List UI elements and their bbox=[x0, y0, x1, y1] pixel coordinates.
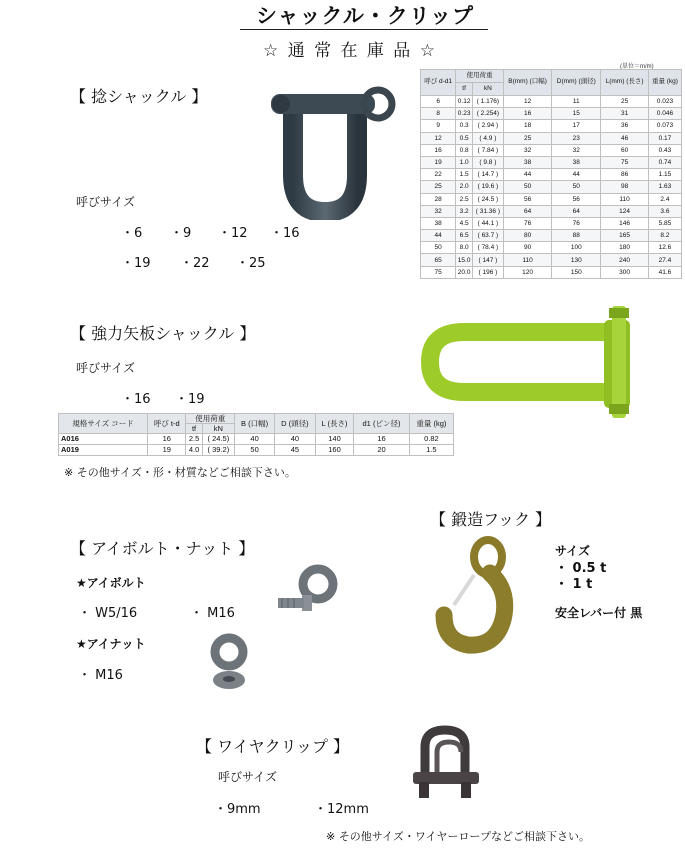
table-cell: 0.17 bbox=[648, 132, 681, 144]
table-cell: 0.8 bbox=[456, 144, 473, 156]
table-cell: 8.0 bbox=[456, 242, 473, 254]
table-cell: 25 bbox=[601, 96, 649, 108]
table-cell: 0.74 bbox=[648, 156, 681, 168]
table-cell: 140 bbox=[315, 434, 353, 445]
table-cell: 64 bbox=[552, 205, 601, 217]
eyebolt-image bbox=[268, 562, 348, 622]
table-cell: 4.5 bbox=[456, 217, 473, 229]
table-cell: ( 2.254) bbox=[472, 108, 503, 120]
table-cell: 38 bbox=[421, 217, 456, 229]
table-cell: 12.6 bbox=[648, 242, 681, 254]
table-row bbox=[421, 266, 682, 278]
table-cell: 40 bbox=[235, 434, 275, 445]
size-item: ・ 0.5 t bbox=[555, 561, 607, 576]
col-load: 使用荷重 bbox=[456, 70, 504, 83]
table-cell: 50 bbox=[235, 445, 275, 456]
table-cell: 56 bbox=[503, 193, 552, 205]
size-item: ・16 bbox=[121, 392, 151, 407]
table-cell: ( 14.7 ) bbox=[472, 169, 503, 181]
table-cell: ( 4.9 ) bbox=[472, 132, 503, 144]
table-cell: 0.046 bbox=[648, 108, 681, 120]
table-cell: 65 bbox=[421, 254, 456, 266]
table-cell: 150 bbox=[552, 266, 601, 278]
size-item: ・16 bbox=[270, 226, 300, 241]
page-subtitle: ☆ 通 常 在 庫 品 ☆ bbox=[263, 41, 437, 61]
table-cell: ( 78.4 ) bbox=[472, 242, 503, 254]
wire-clip-image bbox=[405, 722, 495, 806]
col-load: 使用荷重 bbox=[186, 414, 235, 424]
table-row bbox=[421, 108, 682, 120]
table-cell: 31 bbox=[601, 108, 649, 120]
table-cell: 19 bbox=[148, 445, 186, 456]
table-cell: 41.6 bbox=[648, 266, 681, 278]
col-d1: d1 (ピン径) bbox=[354, 414, 410, 434]
table-cell: 4.0 bbox=[186, 445, 202, 456]
table-cell: A019 bbox=[59, 445, 148, 456]
hook-lever-note: 安全レバー付 黒 bbox=[555, 606, 643, 620]
col-b: B(mm) (口幅) bbox=[503, 70, 552, 96]
table-cell: 165 bbox=[601, 230, 649, 242]
table-row bbox=[421, 230, 682, 242]
table-cell: 124 bbox=[601, 205, 649, 217]
table-cell: 32 bbox=[421, 205, 456, 217]
table-cell: 1.0 bbox=[456, 156, 473, 168]
table-cell: ( 7.84 ) bbox=[472, 144, 503, 156]
table-cell: 38 bbox=[503, 156, 552, 168]
col-weight: 重量 (kg) bbox=[409, 414, 453, 434]
table-cell: 16 bbox=[148, 434, 186, 445]
table-cell: 12 bbox=[421, 132, 456, 144]
table-cell: 0.82 bbox=[409, 434, 453, 445]
table-cell: 46 bbox=[601, 132, 649, 144]
table-cell: 8 bbox=[421, 108, 456, 120]
wire-clip-heading: 【 ワイヤクリップ 】 bbox=[196, 737, 350, 756]
table-cell: 75 bbox=[421, 266, 456, 278]
table-cell: 25 bbox=[503, 132, 552, 144]
table-cell: 0.073 bbox=[648, 120, 681, 132]
table-cell: 6.5 bbox=[456, 230, 473, 242]
table-cell: 20 bbox=[354, 445, 410, 456]
table-cell: 40 bbox=[275, 434, 316, 445]
table-cell: 1.5 bbox=[409, 445, 453, 456]
eyebolt-label: ★アイボルト bbox=[76, 576, 146, 590]
table-cell: 110 bbox=[601, 193, 649, 205]
strong-shackle-spec-table bbox=[58, 413, 454, 456]
table-cell: 32 bbox=[552, 144, 601, 156]
table-cell: 300 bbox=[601, 266, 649, 278]
table-cell: 88 bbox=[552, 230, 601, 242]
table-row bbox=[421, 217, 682, 229]
table-cell: A016 bbox=[59, 434, 148, 445]
title-underline bbox=[240, 29, 488, 30]
size-item: ・12 bbox=[218, 226, 248, 241]
table-cell: 2.4 bbox=[648, 193, 681, 205]
size-item: ・ W5/16 bbox=[78, 606, 138, 621]
table-cell: 240 bbox=[601, 254, 649, 266]
size-item: ・ M16 bbox=[78, 668, 123, 683]
forged-hook-image bbox=[432, 535, 537, 660]
table-cell: ( 19.6 ) bbox=[472, 181, 503, 193]
table-cell: 44 bbox=[552, 169, 601, 181]
size-item: ・22 bbox=[180, 256, 210, 271]
table-cell: ( 31.36 ) bbox=[472, 205, 503, 217]
table-cell: 38 bbox=[552, 156, 601, 168]
table-cell: 11 bbox=[552, 96, 601, 108]
table-row bbox=[421, 96, 682, 108]
table-cell: 45 bbox=[275, 445, 316, 456]
table-cell: ( 9.8 ) bbox=[472, 156, 503, 168]
table-cell: 100 bbox=[552, 242, 601, 254]
hook-heading: 【 鍛造フック 】 bbox=[430, 510, 552, 529]
table-cell: 75 bbox=[601, 156, 649, 168]
table-cell: ( 24.5) bbox=[202, 434, 234, 445]
table-cell: 60 bbox=[601, 144, 649, 156]
eyebolt-heading: 【 アイボルト・ナット 】 bbox=[70, 539, 255, 558]
table-cell: 76 bbox=[552, 217, 601, 229]
table-cell: 1.5 bbox=[456, 169, 473, 181]
table-cell: 98 bbox=[601, 181, 649, 193]
table-cell: 90 bbox=[503, 242, 552, 254]
table-cell: 2.5 bbox=[186, 434, 202, 445]
size-item: ・12mm bbox=[314, 802, 369, 817]
table-cell: ( 24.5 ) bbox=[472, 193, 503, 205]
col-tf: tf bbox=[456, 83, 473, 96]
table-cell: 146 bbox=[601, 217, 649, 229]
table-cell: 17 bbox=[552, 120, 601, 132]
table-cell: 80 bbox=[503, 230, 552, 242]
table-cell: 32 bbox=[503, 144, 552, 156]
strong-shackle-size-label: 呼びサイズ bbox=[76, 361, 136, 375]
table-cell: ( 63.7 ) bbox=[472, 230, 503, 242]
table-cell: 0.12 bbox=[456, 96, 473, 108]
twisted-shackle-spec-table bbox=[420, 69, 682, 279]
table-row bbox=[421, 169, 682, 181]
table-cell: 0.43 bbox=[648, 144, 681, 156]
table-row bbox=[421, 132, 682, 144]
table-cell: 20.0 bbox=[456, 266, 473, 278]
table-row bbox=[421, 156, 682, 168]
table-cell: 16 bbox=[503, 108, 552, 120]
size-item: ・19 bbox=[121, 256, 151, 271]
table-cell: 3.2 bbox=[456, 205, 473, 217]
table-cell: 8.2 bbox=[648, 230, 681, 242]
table-cell: 50 bbox=[552, 181, 601, 193]
table-cell: 36 bbox=[601, 120, 649, 132]
page-title: シャックル・クリップ bbox=[255, 4, 475, 28]
table-cell: 19 bbox=[421, 156, 456, 168]
twisted-shackle-size-label: 呼びサイズ bbox=[76, 195, 136, 209]
table-row bbox=[421, 144, 682, 156]
table-cell: 15.0 bbox=[456, 254, 473, 266]
table-cell: 9 bbox=[421, 120, 456, 132]
strong-shackle-image bbox=[412, 300, 662, 425]
table-cell: 16 bbox=[421, 144, 456, 156]
unit-note: (単位＝m/m) bbox=[620, 64, 654, 70]
col-nominal: 呼び t-d bbox=[148, 414, 186, 434]
table-cell: ( 39.2) bbox=[202, 445, 234, 456]
col-code: 規格サイズ コード bbox=[59, 414, 148, 434]
table-cell: 1.15 bbox=[648, 169, 681, 181]
table-cell: 27.4 bbox=[648, 254, 681, 266]
table-cell: 0.5 bbox=[456, 132, 473, 144]
table-cell: 64 bbox=[503, 205, 552, 217]
size-item: ・6 bbox=[121, 226, 143, 241]
eyenut-image bbox=[204, 632, 254, 694]
table-cell: ( 1.176) bbox=[472, 96, 503, 108]
table-cell: 23 bbox=[552, 132, 601, 144]
table-row bbox=[59, 445, 454, 456]
table-cell: 3.6 bbox=[648, 205, 681, 217]
col-nominal: 呼び d-d1 bbox=[421, 70, 456, 96]
col-kn: kN bbox=[202, 424, 234, 434]
table-cell: 16 bbox=[354, 434, 410, 445]
col-d: D (頭径) bbox=[275, 414, 316, 434]
table-cell: 12 bbox=[503, 96, 552, 108]
table-cell: 76 bbox=[503, 217, 552, 229]
table-cell: 28 bbox=[421, 193, 456, 205]
table-row bbox=[421, 181, 682, 193]
size-item: ・ 1 t bbox=[555, 577, 593, 592]
size-item: ・25 bbox=[236, 256, 266, 271]
strong-shackle-note: ※ その他サイズ・形・材質などご相談下さい。 bbox=[64, 466, 296, 479]
table-cell: 25 bbox=[421, 181, 456, 193]
strong-shackle-heading: 【 強力矢板シャックル 】 bbox=[70, 324, 256, 343]
table-cell: 120 bbox=[503, 266, 552, 278]
table-row bbox=[421, 205, 682, 217]
size-item: ・ M16 bbox=[190, 606, 235, 621]
col-b: B (口幅) bbox=[235, 414, 275, 434]
table-cell: 0.3 bbox=[456, 120, 473, 132]
table-cell: 86 bbox=[601, 169, 649, 181]
table-cell: 15 bbox=[552, 108, 601, 120]
table-cell: 18 bbox=[503, 120, 552, 132]
table-cell: ( 147 ) bbox=[472, 254, 503, 266]
twisted-shackle-image bbox=[265, 80, 400, 220]
col-tf: tf bbox=[186, 424, 202, 434]
table-cell: 0.23 bbox=[456, 108, 473, 120]
table-cell: 130 bbox=[552, 254, 601, 266]
table-cell: 50 bbox=[503, 181, 552, 193]
table-cell: 5.85 bbox=[648, 217, 681, 229]
wire-clip-note: ※ その他サイズ・ワイヤーロープなどご相談下さい。 bbox=[326, 830, 590, 843]
size-item: ・19 bbox=[175, 392, 205, 407]
table-cell: 56 bbox=[552, 193, 601, 205]
col-l: L(mm) (長さ) bbox=[601, 70, 649, 96]
table-cell: 160 bbox=[315, 445, 353, 456]
table-cell: 0.023 bbox=[648, 96, 681, 108]
table-cell: 44 bbox=[421, 230, 456, 242]
table-cell: ( 2.94 ) bbox=[472, 120, 503, 132]
table-cell: ( 44.1 ) bbox=[472, 217, 503, 229]
table-cell: 1.63 bbox=[648, 181, 681, 193]
table-cell: 110 bbox=[503, 254, 552, 266]
size-item: ・9mm bbox=[214, 802, 261, 817]
table-row bbox=[421, 242, 682, 254]
col-weight: 重量 (kg) bbox=[648, 70, 681, 96]
table-cell: 50 bbox=[421, 242, 456, 254]
table-row bbox=[421, 254, 682, 266]
table-cell: 2.5 bbox=[456, 193, 473, 205]
table-row bbox=[421, 193, 682, 205]
table-cell: 6 bbox=[421, 96, 456, 108]
size-item: ・9 bbox=[170, 226, 192, 241]
hook-size-label: サイズ bbox=[555, 544, 591, 558]
table-cell: 2.0 bbox=[456, 181, 473, 193]
twisted-shackle-heading: 【 捻シャックル 】 bbox=[70, 87, 208, 106]
col-kn: kN bbox=[472, 83, 503, 96]
table-cell: 180 bbox=[601, 242, 649, 254]
table-cell: 22 bbox=[421, 169, 456, 181]
table-cell: 44 bbox=[503, 169, 552, 181]
table-row bbox=[59, 434, 454, 445]
eyenut-label: ★アイナット bbox=[76, 637, 146, 651]
wire-clip-size-label: 呼びサイズ bbox=[218, 770, 278, 784]
col-d: D(mm) (頭径) bbox=[552, 70, 601, 96]
table-row bbox=[421, 120, 682, 132]
table-cell: ( 196 ) bbox=[472, 266, 503, 278]
col-l: L (長さ) bbox=[315, 414, 353, 434]
